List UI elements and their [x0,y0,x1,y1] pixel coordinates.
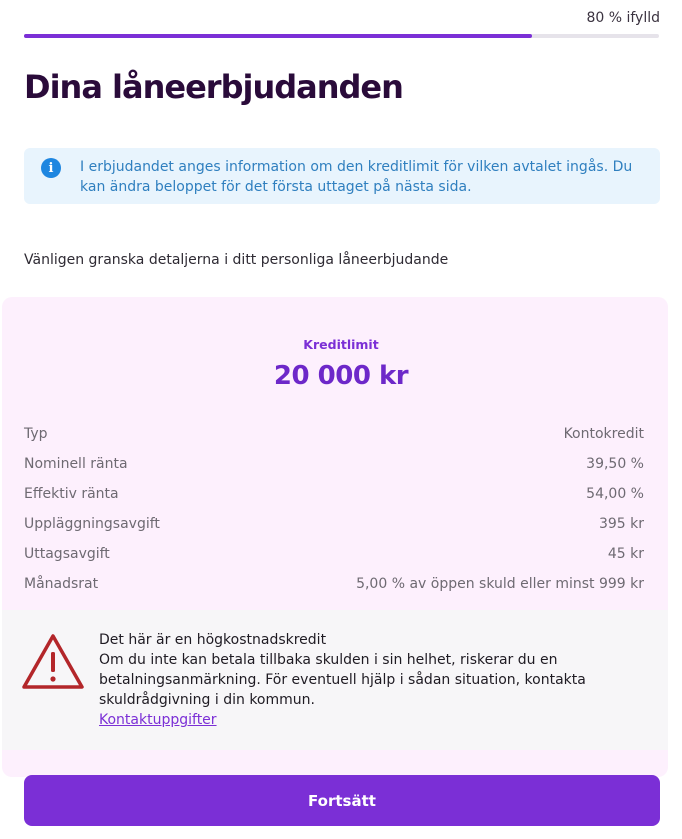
warning-title: Det här är en högkostnadskredit [99,632,327,648]
progress-label: 80 % ifylld [586,10,660,26]
progress-bar [24,34,659,38]
progress-fill [24,34,532,38]
warning-text [99,630,649,730]
page-title: Dina låneerbjudanden [24,68,403,106]
high-cost-warning [2,610,668,750]
info-text: I erbjudandet anges information om den kreditlimit för vilken avtalet ingås. Du kan ändra beloppet för det första uttaget på nästa sida. [80,159,633,195]
warning-triangle-icon [20,632,86,692]
detail-row-withdrawal-fee [24,546,644,576]
intro-text: Vänligen granska detaljerna i ditt personliga låneerbjudande [24,252,449,268]
detail-label: Typ [24,426,48,442]
detail-value: 5,00 % av öppen skuld eller minst 999 kr [356,576,644,592]
continue-button[interactable]: Fortsätt [24,775,660,826]
detail-value: 39,50 % [586,456,644,472]
detail-label: Månadsrat [24,576,99,592]
detail-value: Kontokredit [563,426,644,442]
offer-details [24,426,644,606]
detail-value: 54,00 % [586,486,644,502]
detail-row-setup-fee [24,516,644,546]
detail-row-effective-rate [24,486,644,516]
detail-label: Nominell ränta [24,456,128,472]
detail-value: 395 kr [598,516,644,532]
detail-row-monthly-payment [24,576,644,606]
credit-limit-label: Kreditlimit [303,337,379,352]
detail-row-nominal-rate [24,456,644,486]
detail-row-type [24,426,644,456]
detail-label: Uppläggningsavgift [24,516,160,532]
info-icon: i [41,158,61,178]
credit-limit-value: 20 000 kr [273,361,409,391]
detail-label: Uttagsavgift [24,546,110,562]
contact-details-link[interactable]: Kontaktuppgifter [99,712,217,728]
detail-value: 45 kr [607,546,644,562]
warning-body: Om du inte kan betala tillbaka skulden i sin helhet, riskerar du en betalningsanmärkning. För eventuell hjälp i sådan situation, kontakta skuldrådgivning i din kommun. [99,652,586,708]
detail-label: Effektiv ränta [24,486,119,502]
info-box [24,148,660,204]
